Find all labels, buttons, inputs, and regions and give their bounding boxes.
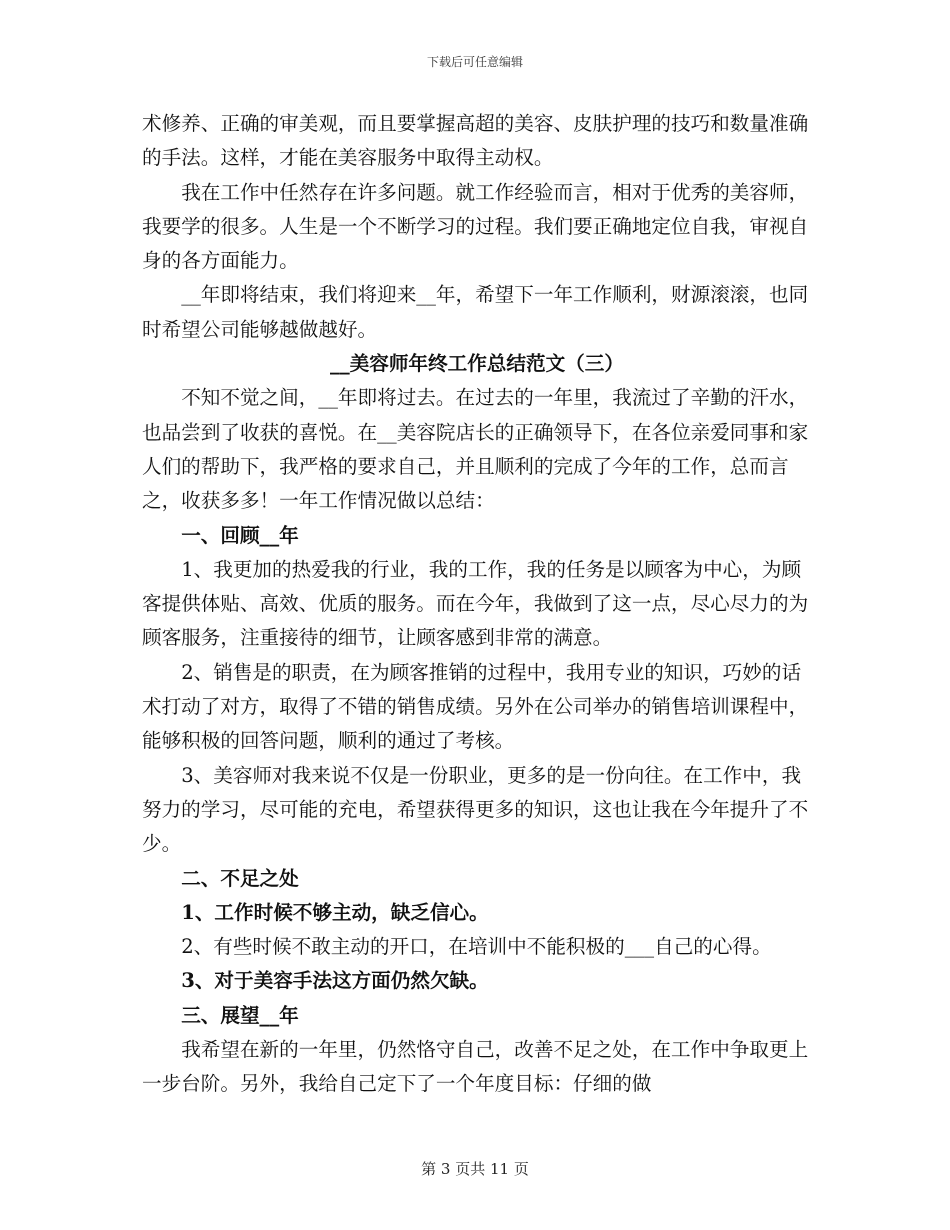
page-header: 下载后可任意编辑 bbox=[426, 55, 523, 69]
document-body bbox=[142, 107, 812, 1102]
paragraph: 我在工作中任然存在许多问题。就工作经验而言，相对于优秀的美容师，我要学的很多。人生是一个不断学习的过程。我们要正确地定位自我，审视自身的各方面能力。 bbox=[142, 180, 809, 273]
paragraph: 3、美容师对我来说不仅是一份职业，更多的是一份向往。在工作中，我努力的学习，尽可能的充电，希望获得更多的知识，这也让我在今年提升了不少。 bbox=[142, 763, 809, 856]
page-number: 第 3 页共 11 页 bbox=[421, 1160, 529, 1178]
list-item: 2、有些时候不敢主动的开口，在培训中不能积极的___自己的心得。 bbox=[181, 935, 772, 959]
list-item: 1、工作时候不够主动，缺乏信心。 bbox=[181, 900, 489, 924]
paragraph: 术修养、正确的审美观，而且要掌握高超的美容、皮肤护理的技巧和数量准确的手法。这样，才能在美容服务中取得主动权。 bbox=[142, 112, 809, 170]
section-heading: 二、不足之处 bbox=[181, 866, 299, 890]
paragraph: 1、我更加的热爱我的行业，我的工作，我的任务是以顾客为中心，为顾客提供体贴、高效、优质的服务。而在今年，我做到了这一点，尽心尽力的为顾客服务，注重接待的细节，让顾客感到非常的满意。 bbox=[142, 557, 809, 650]
section-heading: 三、展望__年 bbox=[181, 1003, 299, 1027]
paragraph: 不知不觉之间，__年即将过去。在过去的一年里，我流过了辛勤的汗水，也品尝到了收获的喜悦。在__美容院店长的正确领导下，在各位亲爱同事和家人们的帮助下，我严格的要求自己，并且顺利的完成了今年的工作，总而言之，收获多多！一年工作情况做以总结： bbox=[142, 386, 809, 513]
paragraph: __年即将结束，我们将迎来__年，希望下一年工作顺利，财源滚滚，也同时希望公司能够越做越好。 bbox=[142, 283, 809, 341]
paragraph: 2、销售是的职责，在为顾客推销的过程中，我用专业的知识，巧妙的话术打动了对方，取得了不错的销售成绩。另外在公司举办的销售培训课程中，能够积极的回答问题，顺利的通过了考核。 bbox=[142, 660, 809, 753]
paragraph: 我希望在新的一年里，仍然恪守自己，改善不足之处，在工作中争取更上一步台阶。另外，我给自己定下了一个年度目标：仔细的做 bbox=[142, 1038, 809, 1096]
section-title: __美容师年终工作总结范文（三） bbox=[330, 352, 624, 376]
list-item: 3、对于美容手法这方面仍然欠缺。 bbox=[181, 969, 489, 993]
section-heading: 一、回顾__年 bbox=[181, 523, 299, 547]
